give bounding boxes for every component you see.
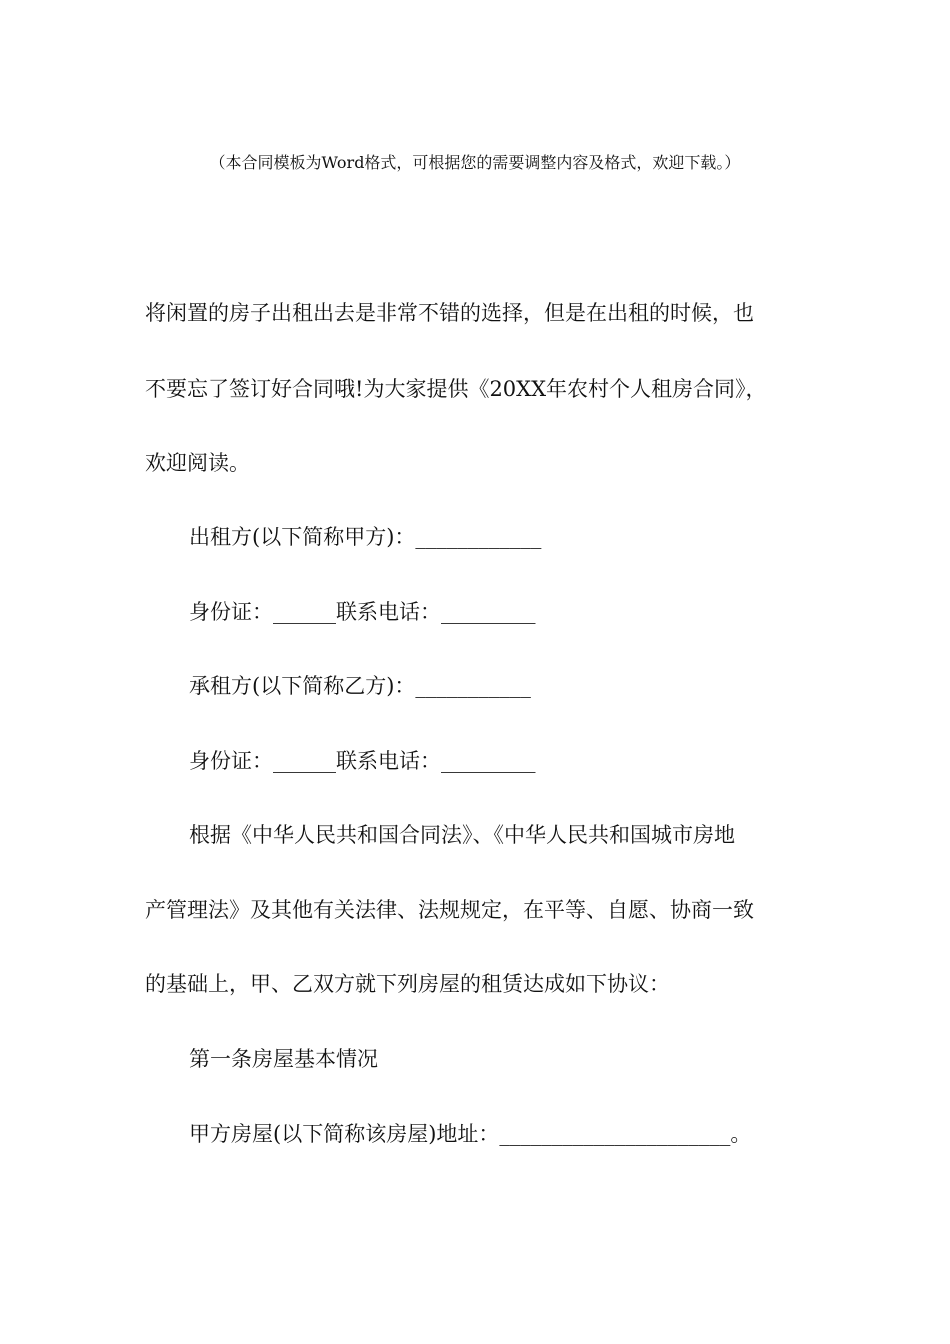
intro-line-2: 不要忘了签订好合同哦!为大家提供《20XX年农村个人租房合同》， xyxy=(145,377,767,401)
intro-line-3: 欢迎阅读。 xyxy=(145,451,250,475)
lessee-contact-field: 身份证：______联系电话：_________ xyxy=(189,749,536,773)
lessor-field: 出租方(以下简称甲方)：____________ xyxy=(189,525,542,549)
lessee-field: 承租方(以下简称乙方)：___________ xyxy=(189,674,531,698)
template-note: （本合同模板为Word格式，可根据您的需要调整内容及格式，欢迎下载。） xyxy=(209,153,741,172)
property-address-field: 甲方房屋(以下简称该房屋)地址：______________________。 xyxy=(189,1122,752,1146)
basis-line-3: 的基础上，甲、乙双方就下列房屋的租赁达成如下协议： xyxy=(145,972,670,996)
basis-line-1: 根据《中华人民共和国合同法》、《中华人民共和国城市房地 xyxy=(189,823,735,847)
intro-line-1: 将闲置的房子出租出去是非常不错的选择，但是在出租的时候，也 xyxy=(145,301,754,325)
lessor-contact-field: 身份证：______联系电话：_________ xyxy=(189,600,536,624)
article-1-title: 第一条房屋基本情况 xyxy=(189,1047,378,1071)
basis-line-2: 产管理法》及其他有关法律、法规规定，在平等、自愿、协商一致 xyxy=(145,898,754,922)
